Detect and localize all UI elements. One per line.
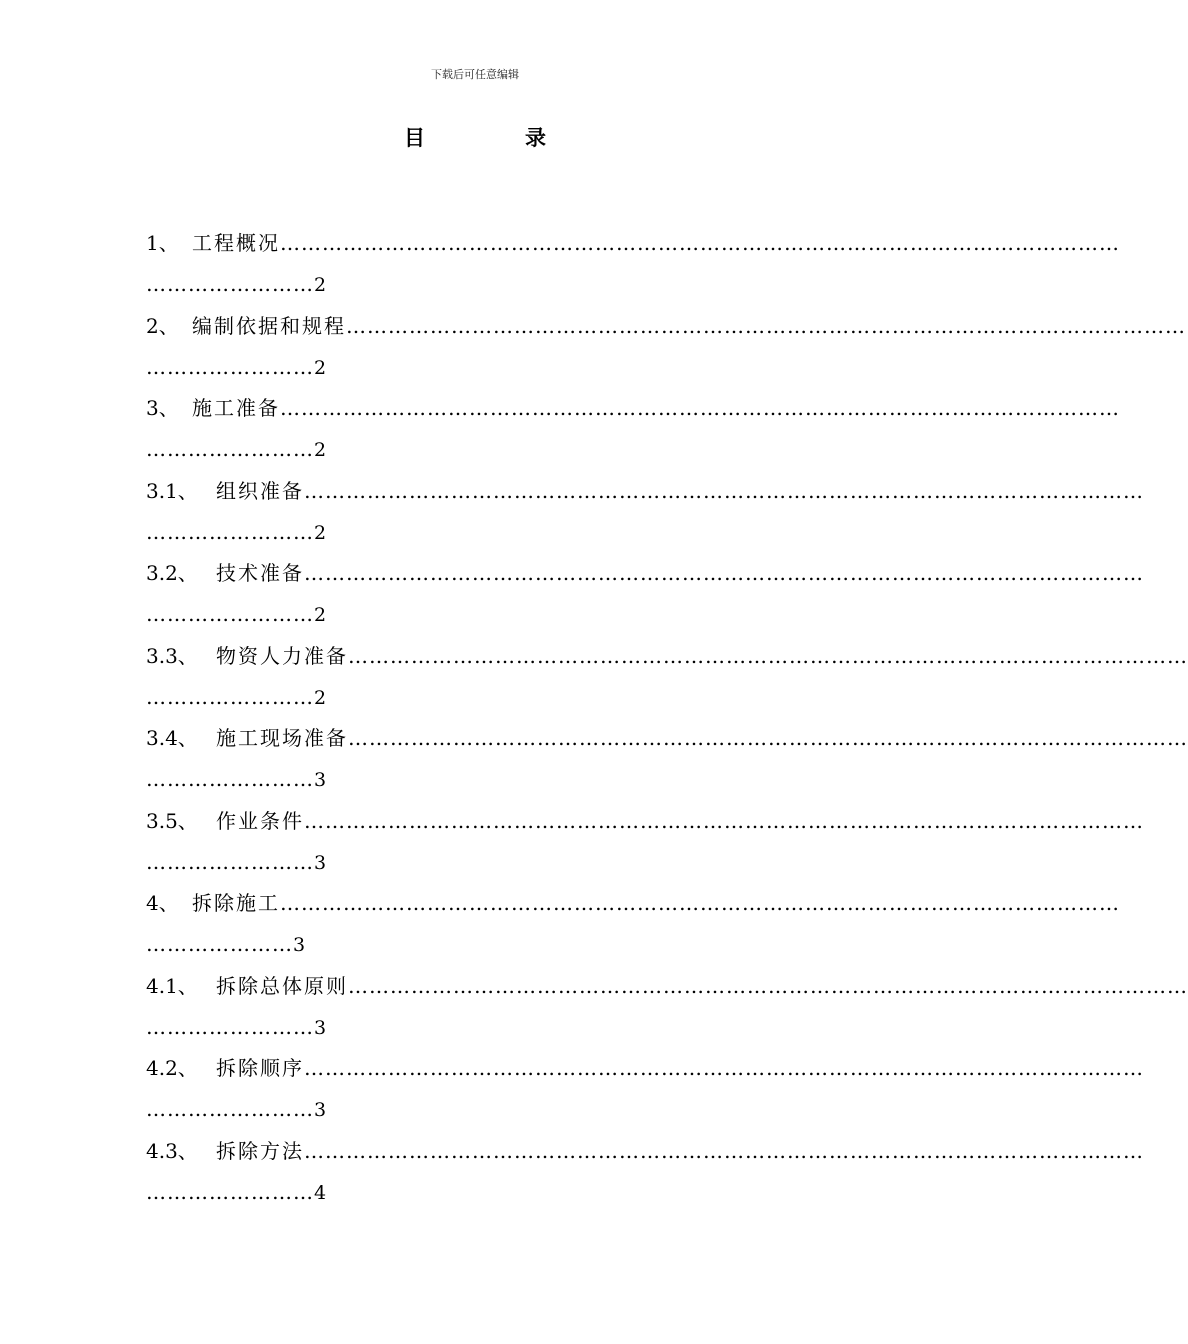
toc-leader-dots: …………………… (146, 1179, 314, 1204)
toc-leader-dots: …………………… (146, 684, 314, 709)
toc-entry-line (146, 845, 806, 886)
toc-entry-page-number: 2 (314, 274, 327, 296)
toc-entry[interactable] (146, 556, 1144, 639)
toc-entry-line (146, 267, 806, 308)
toc-entry-number: 3、 (146, 396, 179, 420)
toc-entry[interactable] (146, 226, 1120, 309)
toc-leader-dots: …………………… (146, 1014, 314, 1039)
toc-leader-dots: ………………………………………………………………………………………………………… (348, 643, 1188, 668)
toc-leader-dots: ………………………………………………………………………………………………………… (280, 891, 1120, 915)
toc-entry-line (146, 639, 1188, 680)
toc-entry-page-number: 3 (314, 1099, 327, 1121)
toc-entry-line (146, 1010, 806, 1051)
toc-leader-dots: …………………… (146, 602, 314, 626)
toc-entry-line (146, 762, 806, 803)
toc-entry-line (146, 1051, 1144, 1092)
toc-leader-dots: …………………… (146, 1097, 314, 1121)
toc-entry-line (146, 391, 1120, 432)
toc-entry-line (146, 515, 806, 556)
toc-entry-number: 4.3、 (146, 1138, 198, 1163)
toc-entry-number: 1、 (146, 231, 179, 255)
toc-entry-number: 3.3、 (146, 643, 198, 668)
toc-leader-dots: ………………… (146, 932, 293, 956)
toc-entry-line (146, 969, 1188, 1010)
toc-entry-number: 2、 (146, 313, 179, 338)
toc-entry-page-number: 2 (314, 356, 327, 379)
toc-entry-number: 3.1、 (146, 478, 198, 503)
toc-entry-line (146, 927, 806, 968)
toc-entry-title: 编制依据和规程 (192, 313, 346, 338)
toc-leader-dots: ………………………………………………………………………………………………………… (304, 1056, 1144, 1080)
toc-entry-page-number: 2 (314, 686, 327, 709)
toc-entry-number: 4.1、 (146, 973, 198, 998)
table-of-contents (146, 226, 1188, 1216)
toc-entry-line (146, 474, 1144, 515)
toc-leader-dots: ………………………………………………………………………………………………………… (304, 1138, 1144, 1163)
toc-leader-dots: ………………………………………………………………………………………………………… (348, 726, 1188, 750)
toc-entry-number: 4、 (146, 891, 179, 915)
toc-entry-line (146, 432, 806, 473)
toc-entry[interactable] (146, 886, 1120, 969)
toc-entry[interactable] (146, 804, 1144, 887)
toc-leader-dots: ………………………………………………………………………………………………………… (348, 973, 1188, 998)
toc-leader-dots: ………………………………………………………………………………………………………… (346, 313, 1186, 338)
toc-entry-line (146, 804, 1144, 845)
toc-title-char-1: 目 (404, 125, 425, 150)
toc-entry-title: 物资人力准备 (216, 643, 348, 668)
toc-entry[interactable] (146, 1051, 1144, 1134)
toc-entry-line (146, 680, 806, 721)
toc-entry-title: 施工现场准备 (216, 726, 348, 750)
toc-entry-line (146, 1092, 806, 1133)
toc-entry[interactable] (146, 969, 1188, 1052)
toc-entry-line (146, 886, 1120, 927)
toc-leader-dots: …………………… (146, 519, 314, 544)
toc-leader-dots: …………………… (146, 767, 314, 791)
toc-title-char-2: 录 (525, 125, 546, 150)
toc-leader-dots: ………………………………………………………………………………………………………… (304, 808, 1144, 833)
toc-entry-title: 拆除总体原则 (216, 973, 348, 998)
toc-entry-line (146, 721, 1188, 762)
toc-entry-title: 拆除顺序 (216, 1056, 304, 1080)
toc-entry-title: 组织准备 (216, 478, 304, 503)
toc-title (0, 122, 950, 152)
toc-entry-page-number: 4 (314, 1181, 327, 1204)
toc-entry-title: 施工准备 (192, 396, 280, 420)
toc-entry-line (146, 350, 806, 391)
toc-entry-line (146, 597, 806, 638)
toc-entry-title: 工程概况 (192, 231, 280, 255)
toc-entry-page-number: 3 (314, 851, 327, 874)
toc-entry-title: 作业条件 (216, 808, 304, 833)
toc-entry-page-number: 3 (314, 769, 327, 791)
toc-entry-line (146, 226, 1120, 267)
toc-entry-page-number: 2 (314, 521, 327, 544)
toc-leader-dots: …………………… (146, 849, 314, 874)
toc-entry-line (146, 1134, 1144, 1175)
toc-entry-number: 3.2、 (146, 561, 198, 585)
toc-entry[interactable] (146, 721, 1188, 804)
toc-entry-title: 拆除施工 (192, 891, 280, 915)
toc-entry-page-number: 3 (314, 1016, 327, 1039)
toc-leader-dots: ………………………………………………………………………………………………………… (280, 231, 1120, 255)
page-header-note: 下载后可任意编辑 (431, 68, 519, 81)
toc-leader-dots: ………………………………………………………………………………………………………… (304, 561, 1144, 585)
toc-leader-dots: …………………… (146, 437, 314, 461)
toc-entry[interactable] (146, 309, 1186, 392)
toc-entry-page-number: 2 (314, 604, 327, 626)
toc-entry[interactable] (146, 474, 1144, 557)
toc-leader-dots: …………………… (146, 354, 314, 379)
toc-entry[interactable] (146, 1134, 1144, 1217)
toc-entry-line (146, 1175, 806, 1216)
toc-entry-title: 拆除方法 (216, 1138, 304, 1163)
toc-leader-dots: …………………… (146, 272, 314, 296)
toc-entry-line (146, 309, 1186, 350)
toc-entry[interactable] (146, 639, 1188, 722)
toc-entry-title: 技术准备 (216, 561, 304, 585)
toc-entry[interactable] (146, 391, 1120, 474)
toc-entry-number: 3.5、 (146, 808, 198, 833)
toc-leader-dots: ………………………………………………………………………………………………………… (280, 396, 1120, 420)
toc-leader-dots: ………………………………………………………………………………………………………… (304, 478, 1144, 503)
toc-entry-number: 4.2、 (146, 1056, 198, 1080)
toc-entry-page-number: 3 (293, 934, 306, 956)
toc-entry-line (146, 556, 1144, 597)
toc-entry-page-number: 2 (314, 439, 327, 461)
toc-entry-number: 3.4、 (146, 726, 198, 750)
